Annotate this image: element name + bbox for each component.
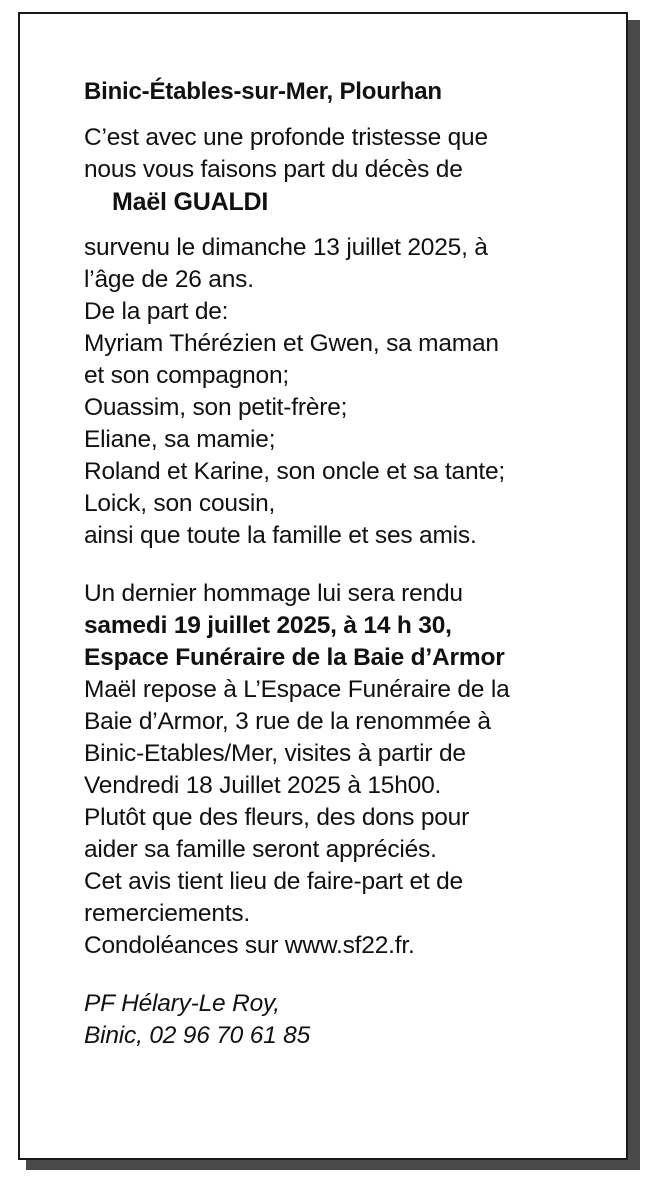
obituary-notice xyxy=(18,12,628,1160)
ceremony-detail-line: Plutôt que des fleurs, des dons pour xyxy=(84,804,470,831)
ceremony-detail-line: Condoléances sur www.sf22.fr. xyxy=(84,932,415,959)
detail-line: Myriam Thérézien et Gwen, sa maman xyxy=(84,330,499,357)
detail-line: Roland et Karine, son oncle et sa tante; xyxy=(84,458,506,485)
intro-line: nous vous faisons part du décès de xyxy=(84,156,463,183)
ceremony-detail-line: Vendredi 18 Juillet 2025 à 15h00. xyxy=(84,772,442,799)
ceremony-detail-line: remerciements. xyxy=(84,900,251,927)
ceremony-detail-line: Cet avis tient lieu de faire-part et de xyxy=(84,868,463,895)
ceremony-info xyxy=(84,578,584,962)
detail-line: et son compagnon; xyxy=(84,362,289,389)
ceremony-detail-line: aider sa famille seront appréciés. xyxy=(84,836,437,863)
notice-intro xyxy=(84,122,584,186)
detail-line: Loick, son cousin, xyxy=(84,490,276,517)
intro-line: C’est avec une profonde tristesse que xyxy=(84,124,488,151)
notice-place: Binic-Étables-sur-Mer, Plourhan xyxy=(84,78,442,105)
detail-line: survenu le dimanche 13 juillet 2025, à xyxy=(84,234,488,261)
detail-line: l’âge de 26 ans. xyxy=(84,266,254,293)
notice-content xyxy=(84,76,584,1052)
detail-line: Ouassim, son petit-frère; xyxy=(84,394,348,421)
paragraph-spacer xyxy=(84,552,584,578)
ceremony-detail-line: Binic-Etables/Mer, visites à partir de xyxy=(84,740,466,767)
ceremony-detail-line: Maël repose à L’Espace Funéraire de la xyxy=(84,676,510,703)
detail-line: ainsi que toute la famille et ses amis. xyxy=(84,522,477,549)
ceremony-intro: Un dernier hommage lui sera rendu xyxy=(84,580,463,607)
ceremony-place: Espace Funéraire de la Baie d’Armor xyxy=(84,644,505,671)
funeral-home-name: PF Hélary-Le Roy, xyxy=(84,990,280,1017)
funeral-home-signature xyxy=(84,988,584,1052)
funeral-home-contact: Binic, 02 96 70 61 85 xyxy=(84,1022,311,1049)
deceased-name: Maël GUALDI xyxy=(112,188,269,216)
ceremony-date: samedi 19 juillet 2025, à 14 h 30, xyxy=(84,612,452,639)
detail-line: De la part de: xyxy=(84,298,229,325)
ceremony-detail-line: Baie d’Armor, 3 rue de la renommée à xyxy=(84,708,491,735)
notice-details xyxy=(84,232,584,552)
detail-line: Eliane, sa mamie; xyxy=(84,426,276,453)
